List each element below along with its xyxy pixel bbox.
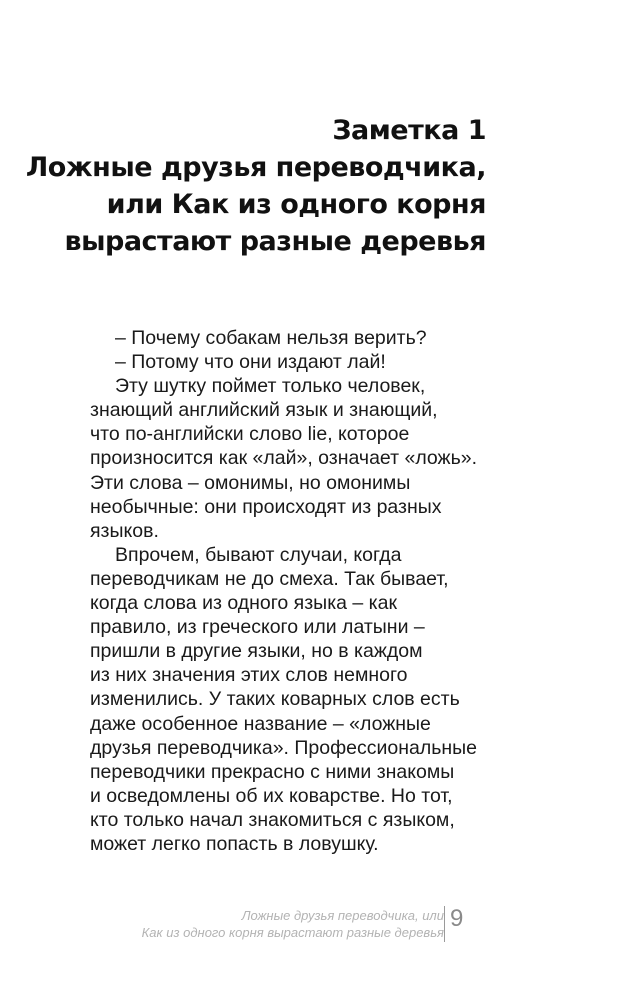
body-line: Эту шутку поймет только человек, [115, 375, 426, 398]
body-text [90, 326, 510, 856]
body-line: – Почему собакам нельзя верить? [115, 327, 427, 349]
body-line: что по-английски слово lie, которое [90, 423, 410, 446]
chapter-heading-line: Заметка 1 [332, 115, 486, 146]
body-line: переводчики прекрасно с ними знакомы [90, 760, 455, 783]
chapter-heading-line: вырастают разные деревья [64, 226, 486, 257]
chapter-heading [26, 112, 486, 260]
body-line: знающий английский язык и знающий, [90, 399, 438, 422]
page-number: 9 [450, 905, 464, 932]
chapter-heading-line: или Как из одного корня [106, 189, 486, 220]
chapter-heading-line: Ложные друзья переводчика, [25, 152, 486, 183]
body-line: произносится как «лай», означает «ложь». [90, 447, 478, 470]
body-line: Эти слова – омонимы, но омонимы [90, 471, 411, 494]
body-line: языков. [90, 519, 159, 542]
footer-divider [444, 906, 445, 942]
body-line: друзья переводчика». Профессиональные [90, 736, 478, 759]
running-footer [142, 907, 444, 941]
body-line: необычные: они происходят из разных [90, 495, 442, 518]
body-line: пришли в другие языки, но в каждом [90, 640, 423, 663]
body-line: кто только начал знакомиться с языком, [90, 808, 455, 831]
body-line: из них значения этих слов немного [90, 664, 408, 687]
body-line: когда слова из одного языка – как [90, 592, 398, 615]
body-line: может легко попасть в ловушку. [90, 832, 379, 855]
running-title-line: Как из одного корня вырастают разные деревья [141, 925, 444, 940]
body-line: Впрочем, бывают случаи, когда [115, 543, 402, 566]
body-line: и осведомлены об их коварстве. Но тот, [90, 784, 453, 807]
body-line: – Потому что они издают лай! [115, 351, 386, 374]
body-line: даже особенное название – «ложные [90, 712, 431, 735]
body-line: правило, из греческого или латыни – [90, 616, 425, 639]
body-line: изменились. У таких коварных слов есть [90, 688, 460, 711]
body-line: переводчикам не до смеха. Так бывает, [90, 567, 449, 590]
running-title-line: Ложные друзья переводчика, или [241, 908, 444, 923]
